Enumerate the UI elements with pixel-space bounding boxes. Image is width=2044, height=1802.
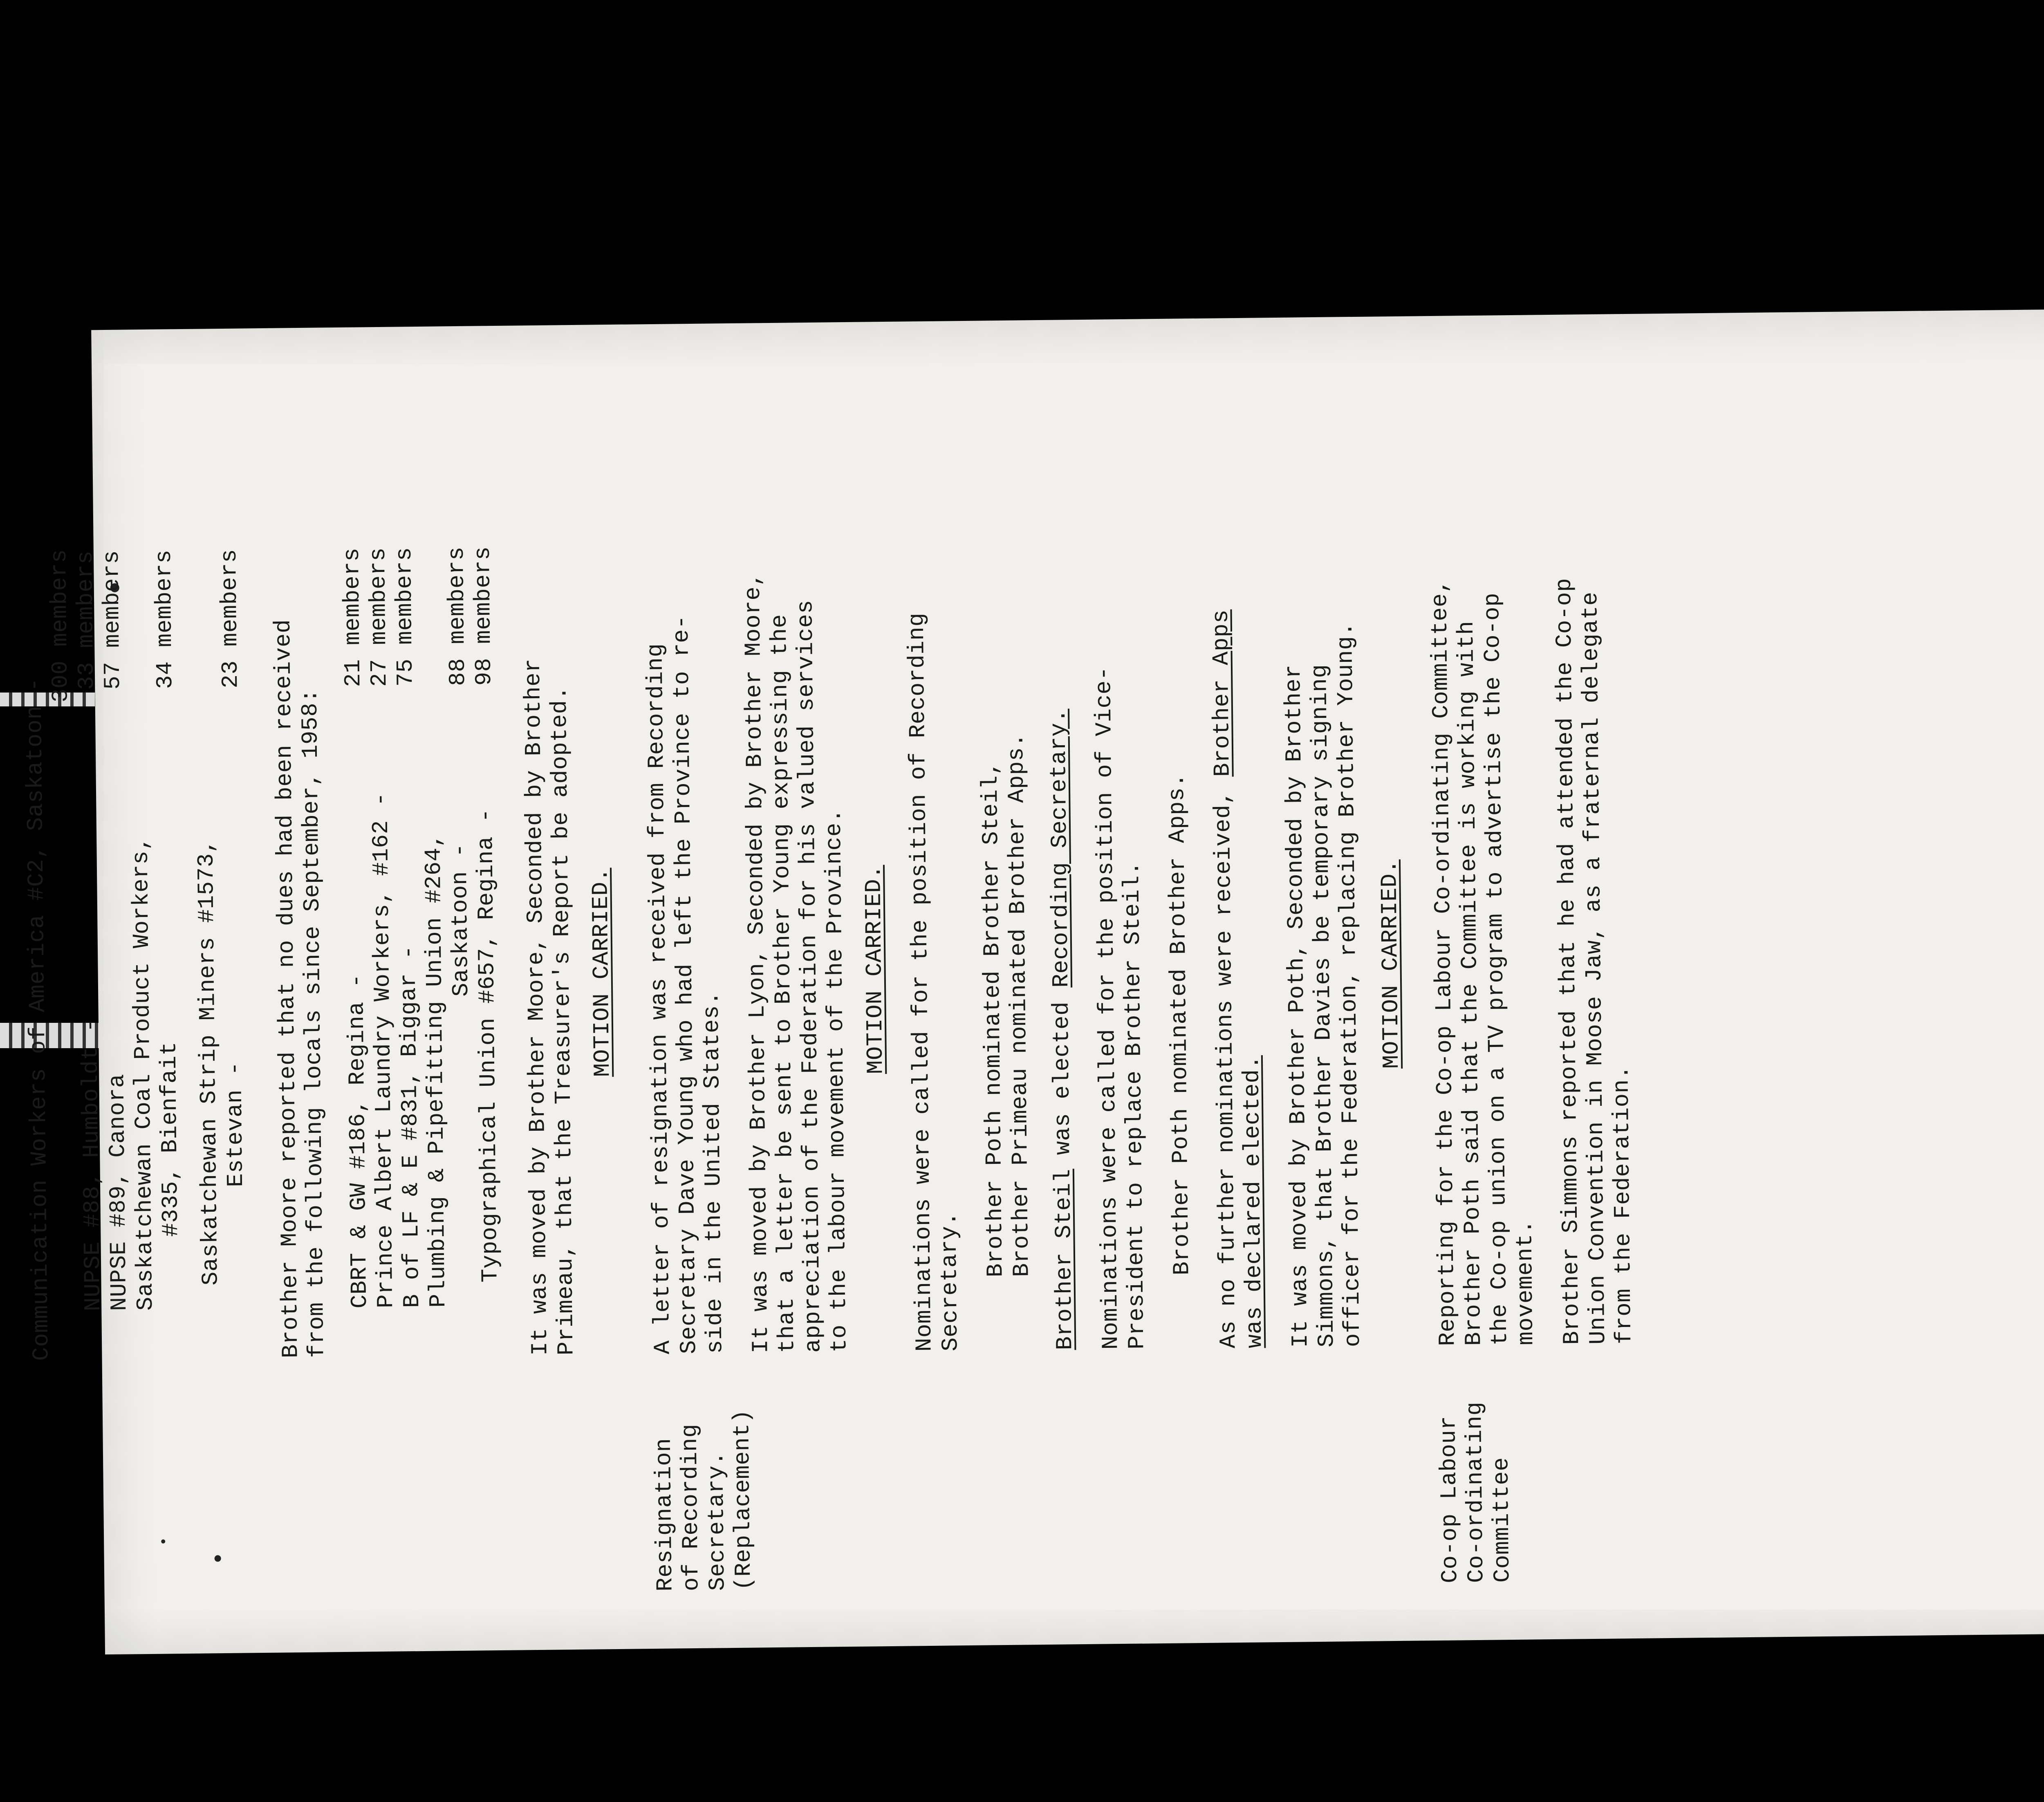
body-text: to the labour movement of the Province. [820, 808, 853, 1353]
elected-name: Brother Steil [1050, 1168, 1078, 1350]
motion-carried: MOTION CARRIED. [860, 865, 889, 1074]
union-name: Prince Albert Laundry Workers, #162 - [368, 792, 399, 1309]
body-text: Brother Moore reported that no dues had been received [270, 619, 304, 1358]
union-count: 88 members [443, 546, 471, 686]
body-text: Nominations were called for the position of Vice- [1090, 666, 1124, 1350]
body-text: officer for the Federation, replacing Brother Young. [1332, 622, 1366, 1347]
body-text: It was moved by Brother Lyon, Seconded by Brother Moore, [740, 572, 774, 1354]
body-text: Brother Poth said that the Committee is working with [1453, 621, 1487, 1346]
union-name: Plumbing & Pipefitting Union #264, [420, 833, 452, 1308]
margin-label: Co-ordinating [1461, 1401, 1490, 1583]
union-name: B of LF & E #831, Biggar - [395, 945, 426, 1308]
union-name: NUPSE #89, Canora [104, 1074, 133, 1311]
body-text: President to replace Brother Steil. [1118, 861, 1150, 1349]
margin-label: Resignation [650, 1438, 679, 1592]
union-heading: Communication Workers of America #C2, Saskatoon - [21, 677, 55, 1361]
page-content [0, 401, 1904, 1648]
body-text: Secretary Dave Young who had left the Province to re- [668, 615, 702, 1354]
body-text: A letter of resignation was received from Recording [642, 643, 676, 1355]
margin-label: Co-op Labour [1435, 1416, 1464, 1584]
body-text: Simmons, that Brother Davies be temporary signing [1306, 664, 1340, 1348]
body-text: movement. [1512, 1219, 1540, 1346]
election-result [1045, 708, 1078, 1350]
union-count: 98 members [469, 546, 498, 686]
body-text: It was moved by Brother Poth, Seconded by Brother [1280, 664, 1314, 1348]
body-text: appreciation of the Federation for his valued services [792, 600, 827, 1353]
union-name: NUPSE #88, Humboldt - [77, 1018, 107, 1311]
margin-label: of Recording [677, 1423, 705, 1591]
union-count: 34 members [150, 549, 179, 689]
union-count: 21 members [338, 547, 367, 687]
elected-role: Recording Secretary. [1045, 708, 1075, 988]
document-sheet [21, 308, 2044, 1654]
union-count: 27 members [365, 547, 393, 687]
union-name: Saskatoon - [446, 843, 475, 997]
margin-label: Secretary. [703, 1451, 731, 1591]
body-text: Reporting for the Co-op Labour Co-ordinating Committee, [1426, 579, 1461, 1347]
motion-carried: MOTION CARRIED. [587, 867, 616, 1077]
union-name: Estevan - [221, 1061, 249, 1188]
union-name: Saskatchewan Coal Product Workers, [128, 836, 159, 1311]
body-text: Primeau, that the Treasurer's Report be adopted. [546, 686, 580, 1356]
margin-label: (Replacement) [728, 1409, 757, 1591]
body-text: from the following locals since September, 1958: [297, 688, 330, 1358]
union-name: Saskatchewan Strip Miners #1573, [193, 839, 224, 1286]
margin-label: Committee [1488, 1457, 1516, 1583]
elected-name: Brother Apps [1208, 609, 1236, 777]
no-further-text: As no further nominations were received, [1209, 776, 1242, 1349]
body-text: Brother Poth nominated Brother Steil, [977, 761, 1009, 1278]
union-name: CBRT & GW #186, Regina - [343, 973, 373, 1309]
union-count: 23 members [216, 549, 244, 689]
union-count: 33 members [72, 550, 100, 690]
body-text: Brother Primeau nominated Brother Apps. [1003, 733, 1035, 1277]
union-name: Typographical Union #657, Regina - [472, 808, 504, 1283]
union-count: 57 members [98, 550, 126, 690]
body-text: Union Convention in Moose Jaw, as a fraternal delegate [1577, 591, 1611, 1345]
body-text: side in the United States. [698, 991, 728, 1354]
body-text: from the Federation. [1608, 1065, 1638, 1345]
elected-text: was elected [1048, 987, 1076, 1169]
union-count: 75 members [391, 547, 419, 687]
motion-carried: MOTION CARRIED. [1376, 859, 1405, 1069]
body-text: Nominations were called for the position of Recording [903, 612, 938, 1352]
body-text: that a letter be sent to Brother Young expressing the [766, 614, 800, 1353]
body-text: the Co-op union on a TV program to advertise the Co-op [1479, 592, 1513, 1346]
body-text: It was moved by Brother Moore, Seconded by Brother [520, 658, 554, 1356]
election-result [1208, 609, 1242, 1348]
union-count: 300 members [46, 549, 74, 703]
body-text: Secretary. [936, 1212, 964, 1352]
union-name: #335, Bienfait [156, 1041, 184, 1237]
body-text: Brother Simmons reported that he had attended the Co-op [1551, 578, 1585, 1345]
body-text: Brother Poth nominated Brother Apps. [1163, 773, 1195, 1275]
declared-elected: was declared elected. [1238, 1055, 1268, 1348]
